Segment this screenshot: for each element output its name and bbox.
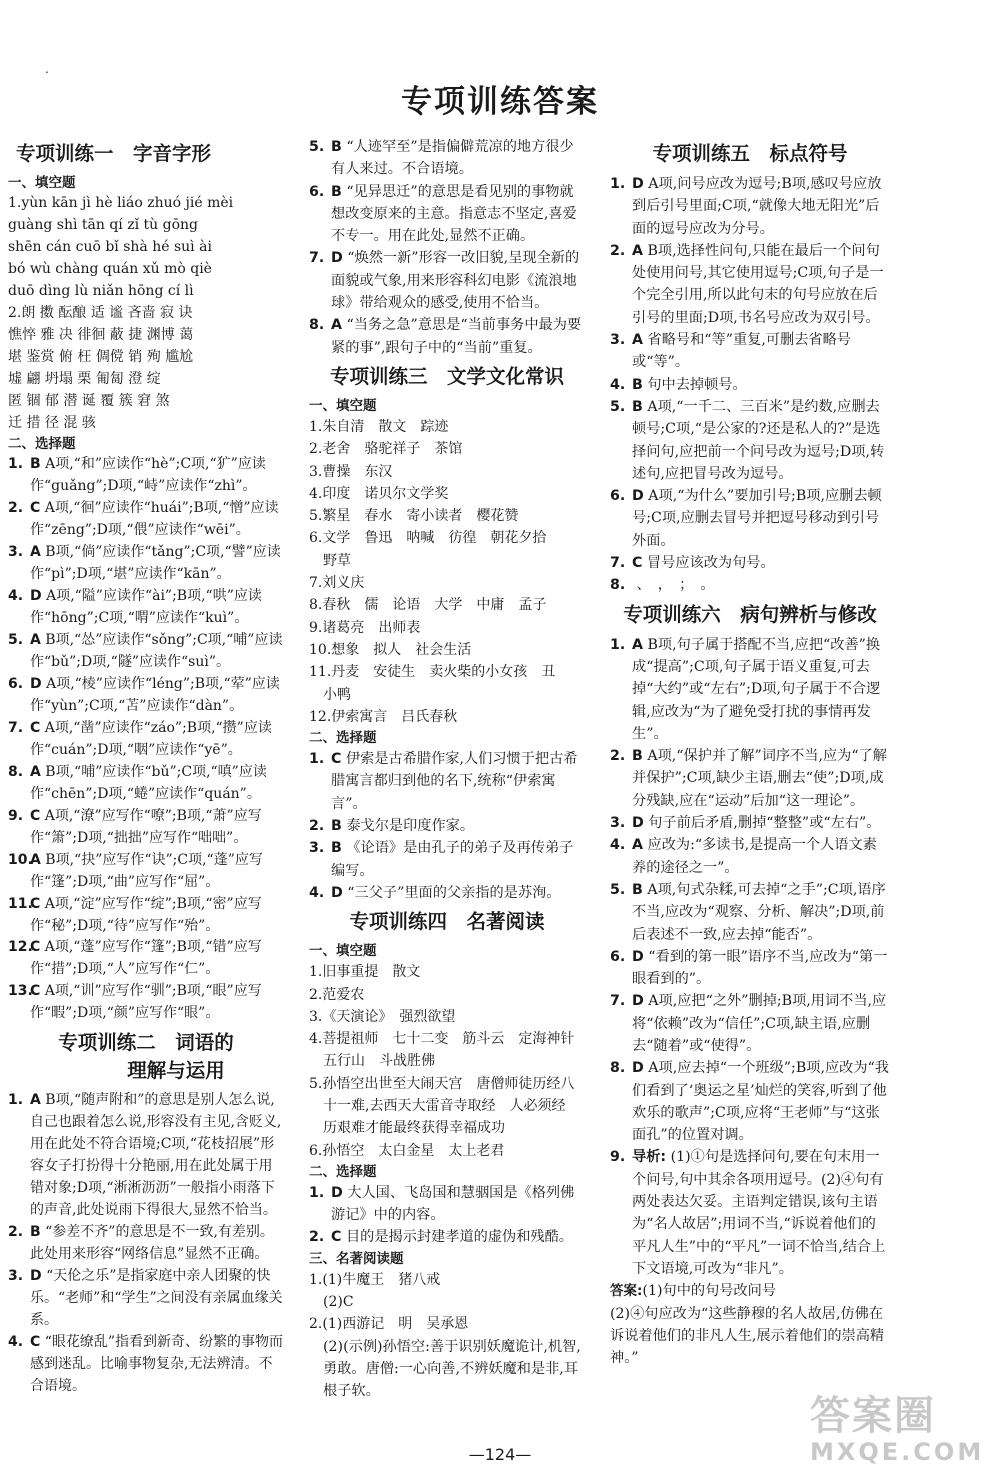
answer-text: (2)④句应改为“这些静穆的名人故居,仿佛在诉说着他们的非凡人生,展示着他们的崇高精神。”	[610, 1305, 885, 1367]
fill-line: 10.想象 拟人 社会生活	[309, 641, 472, 658]
section-title: 专项训练五 标点符号	[652, 142, 848, 165]
answer-choice: A	[30, 851, 41, 868]
answer-choice: A	[632, 837, 643, 854]
column-right	[610, 136, 890, 1369]
watermark-url: MXQE.COM	[810, 1438, 985, 1466]
answer-line	[610, 1280, 890, 1302]
explanation-text: A项,句式杂糅,可去掉“之手”;C项,语序不当,应改为“观察、分析、解决”;D项,前后表述不一致,应去掉“能否”。	[632, 881, 886, 943]
fill-line: 2.老舍 骆驼祥子 茶馆	[309, 441, 463, 458]
answer-item	[610, 879, 890, 946]
fill-line: 6.文学 鲁迅 呐喊 彷徨 朝花夕拾	[309, 530, 547, 547]
answer-item	[610, 552, 890, 574]
explanation-text: B项,“倘”应读作“tǎng”;C项,“譬”应读作“pì”;D项,“堪”应读作“kān”。	[30, 544, 281, 583]
answer-choice: B	[331, 183, 342, 200]
explanation-text: A项,“一千二、三百米”是约数,应删去顿号;C项,“是公家的?还是私人的?”是选择问句,应把前一个问号改为逗号;D项,转述句,应把冒号改为逗号。	[632, 398, 885, 482]
item-number: 6.	[610, 948, 626, 965]
explanation-text: B项,“抉”应写作“诀”;C项,“蓬”应写作“篷”;D项,“曲”应写作“屈”。	[30, 851, 263, 890]
fill-line: 9.诸葛亮 出师表	[309, 619, 421, 636]
fill-line: 11.丹麦 安徒生 卖火柴的小女孩 丑	[309, 664, 556, 681]
explanation-text: B项,“怂”应读作“sǒng”;C项,“哺”应读作“bǔ”;D项,“隧”应读作“suì”。	[30, 632, 283, 671]
pinyin-line: guàng shì tān qí zǐ tù gōng	[8, 216, 198, 233]
subsection-heading: 三、名著阅读题	[309, 1250, 404, 1267]
explanation-text: A项,“潦”应写作“嘹”;B项,“萧”应写作“箫”;D项,“拙拙”应写作“咄咄”。	[30, 807, 262, 846]
answer-choice: B	[632, 398, 643, 415]
answer-choice: A	[632, 636, 643, 653]
answer-item	[610, 396, 890, 485]
fill-line: 12.伊索寓言 吕氏春秋	[309, 708, 458, 725]
fill-line: 4.印度 诺贝尔文学奖	[309, 485, 449, 502]
fill-line: 历艰难才能最终获得幸福成功	[309, 1120, 505, 1137]
answer-choice: D	[30, 1267, 42, 1284]
answer-choice: B	[331, 139, 342, 155]
answer-item	[8, 850, 284, 894]
chars-line: 迁 措 径 混 骇	[8, 414, 96, 431]
answer-item	[309, 181, 585, 248]
answer-choice: A	[632, 332, 643, 349]
explanation-text: (1)①句是选择问句,要在句末用一个问号,句中其余各项用逗号。(2)④句有两处表达欠妥。主语判定错误,该句主语为“名人故居”;用词不当,“诉说着他们的平凡人生”中的“平凡”一词不恰当,结合上下文语境,可改为“非凡”。	[632, 1149, 886, 1277]
answer-choice: D	[30, 588, 42, 605]
item-number: 1.	[309, 1184, 325, 1201]
pinyin-line: duō dìng lù niǎn hōng cí lì	[8, 282, 194, 299]
page-number: —124—	[468, 1445, 532, 1464]
item-number: 2.	[309, 1229, 325, 1246]
answer-choice: C	[632, 555, 643, 572]
fill-line: 3.《天演论》 强烈欲望	[309, 1008, 456, 1025]
answer-item	[8, 981, 284, 1025]
item-number: 5.	[610, 881, 626, 898]
answer-choice: B	[30, 456, 41, 473]
answer-choice: D	[331, 250, 343, 267]
answer-choice: B	[331, 818, 342, 835]
item-number: 6.	[8, 676, 24, 693]
explanation-text: “看到的第一眼”语序不当,应改为“第一眼看到的”。	[632, 948, 888, 988]
answer-choice: B	[632, 748, 643, 765]
answer-choice: B	[632, 881, 643, 898]
item-number: 8.	[610, 1060, 626, 1077]
item-number: 3.	[610, 332, 626, 349]
fill-line: 5.繁星 春水 寄小读者 樱花赞	[309, 508, 519, 525]
fill-line: 2.范爱农	[309, 986, 365, 1003]
item-number: 6.	[610, 488, 626, 505]
explanation-text: “眼花缭乱”指看到新奇、纷繁的事物而感到迷乱。比喻事物复杂,无法辨清。不合语境。	[30, 1333, 284, 1394]
explanation-text: 句子前后矛盾,删掉“整整”或“左右”。	[648, 815, 881, 832]
answer-choice: D	[30, 676, 42, 693]
reading-answer: (2)(示例)孙悟空:善于识别妖魔诡计,机智,勇敢。唐僧:一心向善,不辨妖魔和是非,耳根子软。	[323, 1338, 581, 1400]
answer-item	[309, 1226, 585, 1248]
explanation-text: A项,“蓬”应写作“篷”;B项,“错”应写作“措”;D项,“人”应写作“仁”。	[30, 939, 262, 978]
subsection-heading: 一、填空题	[309, 397, 377, 414]
explanation-text: B项,“随声附和”的意思是别人怎么说,自己也跟着怎么说,形容没有主见,含贬义,用在此处不符合语境;C项,“花枝招展”形容女子打扮得十分艳丽,用在此处属于用错对象;D项,“淅淅沥沥”一般指小雨落下的声音,此处说雨下得很大,显然不恰当。	[30, 1092, 282, 1219]
item-number: 2.	[610, 242, 626, 259]
answer-item	[610, 1057, 890, 1146]
answer-choice: C	[30, 719, 41, 736]
corner-mark: .	[45, 62, 49, 76]
section-title: 专项训练六 病句辨析与修改	[623, 602, 877, 626]
answer-choice: C	[30, 939, 41, 956]
explanation-text: “见异思迁”的意思是看见别的事物就想改变原来的主意。指意志不坚定,喜爱不专一。用在此处,显然不正确。	[331, 183, 577, 245]
subsection-heading: 一、填空题	[8, 175, 76, 191]
pinyin-line: 1.yùn kān jì hè liáo zhuó jié mèi	[8, 195, 234, 211]
explanation-text: 句中去掉顿号。	[647, 376, 747, 393]
column-middle	[309, 136, 585, 1403]
item-number: 8.	[309, 317, 325, 334]
answer-item	[610, 634, 890, 745]
explanation-text: A项,“淀”应写作“绽”;B项,“密”应写作“秘”;D项,“待”应写作“殆”。	[30, 895, 262, 934]
subsection-heading: 二、选择题	[309, 730, 377, 747]
explanation-text: 伊索是古希腊作家,人们习惯于把古希腊寓言都归到他的名下,统称“伊索寓言”。	[331, 751, 578, 812]
column-left	[8, 136, 284, 1398]
explanation-text: 冒号应该改为句号。	[646, 555, 775, 572]
answer-item	[610, 812, 890, 834]
explanation-text: A项,应把“之外”删掉;B项,用词不当,应将“依赖”改为“信任”;C项,缺主语,应删去“随着”或“使得”。	[632, 993, 887, 1054]
item-number: 10.	[8, 851, 33, 868]
item-number: 7.	[8, 719, 24, 736]
answer-label: 答案:	[610, 1283, 643, 1300]
answer-choice: D	[632, 815, 644, 832]
pinyin-line: shēn cán cuō bǐ shà hé suì ài	[8, 238, 212, 255]
answer-choice: D	[331, 884, 343, 901]
answer-choice: C	[30, 500, 41, 517]
fill-line: 五行山 斗战胜佛	[309, 1053, 435, 1070]
item-number: 1.	[8, 1092, 24, 1109]
fill-line: 十一难,去西天大雷音寺取经 人必须经	[309, 1097, 566, 1114]
answer-item	[8, 1222, 284, 1266]
fill-line: 8.春秋 儒 论语 大学 中庸 孟子	[309, 597, 547, 614]
answer-item	[8, 498, 284, 542]
item-number: 4.	[610, 837, 626, 854]
explanation-text: 目的是揭示封建孝道的虚伪和残酷。	[345, 1229, 573, 1246]
answer-item	[309, 815, 585, 837]
answer-item	[610, 745, 890, 812]
answer-item	[8, 894, 284, 938]
item-number: 4.	[8, 1333, 24, 1350]
explanation-text: 泰戈尔是印度作家。	[346, 818, 475, 835]
subsection-heading: 二、选择题	[8, 436, 76, 453]
explanation-text: “人迹罕至”是指偏僻荒凉的地方很少有人来过。不合语境。	[331, 139, 574, 178]
explanation-text: 大人国、飞岛国和慧骃国是《格列佛游记》中的内容。	[331, 1184, 575, 1224]
answer-item	[309, 837, 585, 882]
fill-line: 野草	[309, 552, 351, 569]
answer-item	[8, 586, 284, 630]
fill-line: 小鸭	[309, 686, 351, 703]
item-number: 5.	[610, 398, 626, 415]
answer-choice: D	[632, 488, 644, 505]
chars-line: 2.朗 擞 酝酿 适 谧 吝啬 寂 诀	[8, 304, 193, 321]
answer-item	[8, 718, 284, 762]
answer-choice: C	[30, 895, 41, 912]
fill-line: 1.旧事重提 散文	[309, 964, 421, 981]
explanation-text: A项,问号应改为逗号;B项,感叹号应放到后引号里面;C项,“就像大地无阳光”后面的逗号应改为分号。	[632, 176, 882, 237]
item-number: 11.	[8, 895, 33, 912]
item-number: 8.	[8, 763, 24, 780]
item-number: 1.	[8, 456, 24, 473]
answer-item	[610, 990, 890, 1057]
answer-item	[8, 806, 284, 850]
explanation-text: 应改为:“多读书,是提高一个人语文素养的途径之一”。	[632, 837, 877, 876]
answer-item	[309, 314, 585, 359]
answer-choice: A	[331, 317, 342, 334]
item-number: 2.	[309, 818, 325, 835]
item-number: 3.	[610, 815, 626, 832]
section-title: 专项训练一 字音字形	[16, 142, 212, 165]
item-number: 7.	[610, 993, 626, 1010]
fill-line: 7.刘义庆	[309, 575, 365, 592]
item-number: 2.	[610, 748, 626, 765]
explanation-text: “当务之急”意思是“当前事务中最为要紧的事”,跟句子中的“当前”重复。	[331, 317, 582, 356]
item-number: 9.	[8, 807, 24, 824]
answer-item	[8, 542, 284, 586]
answer-item	[309, 748, 585, 815]
answer-choice: D	[632, 948, 644, 965]
explanation-text: “三父子”里面的父亲指的是苏洵。	[347, 884, 561, 901]
section-title: 专项训练三 文学文化常识	[329, 364, 564, 388]
answer-item	[8, 1266, 284, 1332]
subsection-heading: 二、选择题	[309, 1163, 377, 1180]
item-number: 13.	[8, 983, 33, 1000]
item-number: 5.	[8, 632, 24, 649]
explanation-text: A项,“和”应读作“hè”;C项,“犷”应读作“guǎng”;D项,“峙”应读作“zhì”。	[30, 456, 266, 495]
subsection-heading: 一、填空题	[309, 943, 377, 960]
answer-choice: A	[30, 632, 41, 649]
explanation-text: A项,“隘”应读作“ài”;B项,“哄”应读作“hōng”;C项,“喟”应读作“kuì”。	[30, 588, 262, 627]
fill-line: 5.孙悟空出世至大闹天宫 唐僧师徒历经八	[309, 1075, 575, 1092]
explanation-text: 、 ， ； 。	[636, 577, 715, 594]
item-number: 6.	[309, 183, 325, 200]
watermark-text: 答案圈	[810, 1393, 936, 1439]
item-number: 4.	[8, 588, 24, 605]
chars-line: 墟 翩 坍塌 栗 匍匐 澄 绽	[8, 370, 161, 387]
answer-choice: B	[331, 840, 342, 857]
item-number: 8.	[610, 577, 626, 594]
answer-choice: D	[331, 1184, 343, 1201]
explanation-text: B项,选择性问句,只能在最后一个问句处使用问号,其它使用逗号;C项,句子是一个完全引用,所以此句末的句号应放在后引号的里面;D项,书名号应改为双引号。	[632, 242, 884, 326]
answer-item	[8, 630, 284, 674]
answer-item	[309, 882, 585, 904]
explanation-text: A项,“为什么”要加引号;B项,应删去顿号;C项,应删去冒号并把逗号移动到引号外面。	[632, 488, 882, 549]
reading-line: (2)C	[309, 1294, 354, 1311]
answer-choice: C	[30, 807, 41, 824]
page-title: 专项训练答案	[401, 84, 599, 120]
explanation-text: A项,“凿”应读作“záo”;B项,“攒”应读作“cuán”;D项,“咽”应读作“yē”。	[30, 719, 272, 758]
answer-item	[8, 937, 284, 981]
explanation-text: A项,应去掉“一个班级”;B项,应改为“我们看到了‘奥运之星’灿烂的笑容,听到了他欢乐的歌声”;C项,应将“王老师”与“这张面孔”的位置对调。	[632, 1060, 889, 1144]
answer-item	[610, 173, 890, 240]
item-number: 3.	[8, 1267, 24, 1284]
answer-item	[610, 1146, 890, 1280]
explanation-text: A项,“训”应写作“驯”;B项,“眼”应写作“暇”;D项,“颜”应写作“眼”。	[30, 983, 262, 1022]
reading-line: 2.(1)西游记 明 吴承恩	[309, 1316, 469, 1333]
item-number: 2.	[8, 1223, 24, 1240]
item-number: 5.	[309, 139, 325, 155]
answer-item	[309, 136, 585, 181]
item-number: 4.	[309, 884, 325, 901]
answer-text: (1)句中的句号改问号	[642, 1283, 777, 1300]
answer-item	[8, 454, 284, 498]
item-number: 1.	[610, 176, 626, 192]
explanation-text: 《论语》是由孔子的弟子及再传弟子编写。	[331, 840, 574, 879]
answer-choice: C	[30, 983, 41, 1000]
answer-item	[8, 1332, 284, 1398]
item-number: 7.	[309, 250, 325, 267]
explanation-text: B项,“哺”应读作“bǔ”;C项,“嗔”应读作“chēn”;D项,“蜷”应读作“quán”。	[30, 763, 267, 802]
section-title: 专项训练二 词语的	[58, 1031, 234, 1055]
answer-choice: A	[632, 242, 643, 259]
answer-item	[610, 834, 890, 879]
answer-item	[610, 574, 890, 596]
answer-item	[610, 240, 890, 329]
pinyin-line: bó wù chàng quán xǔ mò qiè	[8, 260, 212, 277]
answer-item	[610, 374, 890, 396]
explanation-text: “天伦之乐”是指家庭中亲人团聚的快乐。“老师”和“学生”之间没有亲属血缘关系。	[30, 1267, 283, 1328]
answer-choice: D	[632, 993, 644, 1010]
explanation-text: A项,“棱”应读作“léng”;B项,“荤”应读作“yùn”;C项,“苫”应读作“dàn”。	[30, 676, 280, 714]
answer-item	[8, 1090, 284, 1222]
fill-line: 1.朱自清 散文 踪迹	[309, 418, 449, 435]
explanation-text: 省略号和“等”重复,可删去省略号或“等”。	[632, 332, 851, 371]
answer-item	[8, 674, 284, 718]
answer-item	[610, 946, 890, 991]
item-number: 7.	[610, 555, 626, 572]
answer-choice: D	[632, 1060, 644, 1077]
answer-item	[8, 762, 284, 806]
answer-choice: B	[30, 1223, 41, 1240]
item-number: 3.	[309, 840, 325, 857]
answer-choice: A	[30, 544, 41, 561]
answer-choice: C	[331, 1229, 342, 1246]
answer-choice: B	[632, 376, 643, 393]
item-number: 1.	[309, 751, 325, 768]
answer-choice: C	[331, 751, 342, 768]
watermark-logo	[810, 1393, 990, 1473]
chars-line: 匿 锢 郁 潜 诞 覆 簇 窘 煞	[8, 392, 170, 409]
answer-item	[610, 485, 890, 552]
answer-choice: A	[30, 1092, 41, 1109]
explanation-text: B项,句子属于搭配不当,应把“改善”换成“提高”;C项,句子属于语义重复,可去掉“大约”或“左右”;D项,句子属于不合逻辑,应改为“为了避免受打扰的事情再发生”。	[632, 636, 881, 742]
explanation-text: A项,“徊”应读作“huái”;B项,“憎”应读作“zēng”;D项,“偎”应读作“wēi”。	[30, 500, 279, 539]
chars-line: 憔悴 雅 决 徘徊 蔽 捷 渊博 蔼	[8, 326, 194, 343]
answer-choice: C	[30, 1333, 41, 1350]
section-title: 专项训练四 名著阅读	[349, 910, 545, 934]
fill-line: 6.孙悟空 太白金星 太上老君	[309, 1142, 505, 1159]
fill-line: 4.菩提祖师 七十二变 筋斗云 定海神针	[309, 1031, 575, 1048]
answer-item	[309, 1182, 585, 1227]
explanation-text: “焕然一新”形容一改旧貌,呈现全新的面貌或气象,用来形容科幻电影《流浪地球》带给观众的感受,使用不恰当。	[331, 250, 580, 312]
item-number: 1.	[610, 636, 626, 653]
answer-choice: D	[632, 176, 644, 192]
item-number: 2.	[8, 500, 24, 517]
explanation-text: A项,“保护并了解”词序不当,应为“了解并保护”;C项,缺少主语,删去“使”;D项,成分残缺,应在“运动”后加“这一理论”。	[632, 748, 887, 809]
item-number: 12.	[8, 939, 33, 956]
item-number: 4.	[610, 376, 626, 393]
reading-line: 1.(1)牛魔王 猪八戒	[309, 1271, 441, 1288]
item-number: 3.	[8, 544, 24, 561]
item-number: 9.	[610, 1149, 626, 1166]
explanation-text: “参差不齐”的意思是不一致,有差别。此处用来形容“网络信息”显然不正确。	[30, 1223, 274, 1262]
chars-line: 堪 鉴赏 俯 枉 倜傥 销 殉 尴尬	[8, 348, 194, 365]
answer-choice: 导析:	[632, 1149, 667, 1166]
answer-choice: A	[30, 763, 41, 780]
section-title: 理解与运用	[127, 1059, 225, 1083]
answer-item	[309, 247, 585, 314]
answer-item	[610, 329, 890, 374]
fill-line: 3.曹操 东汉	[309, 463, 393, 480]
